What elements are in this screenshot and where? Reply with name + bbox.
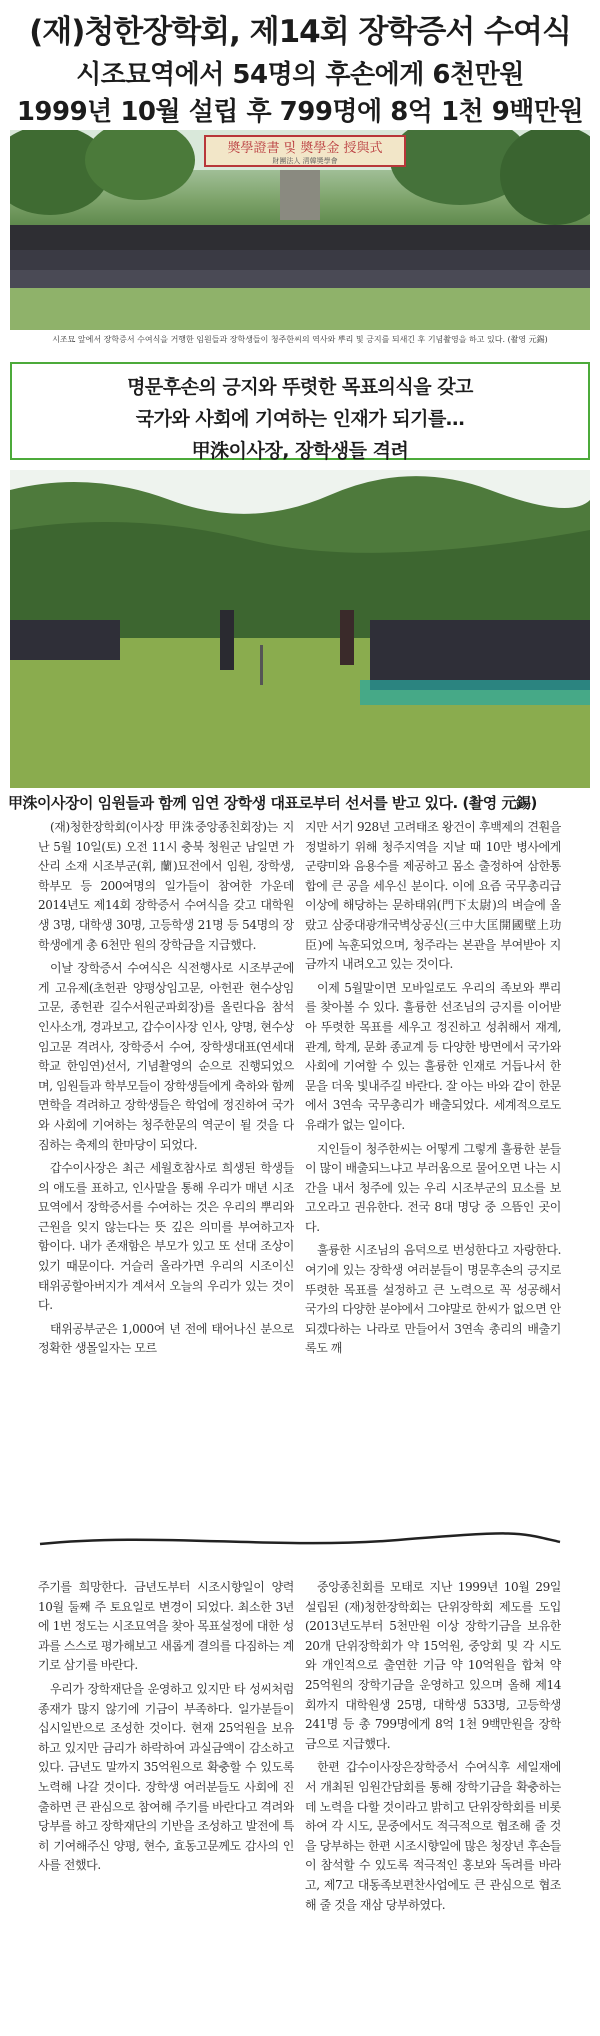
photo1-caption: 시조묘 앞에서 장학증서 수여식을 거행한 임원들과 장학생들이 청주한씨의 역사와 뿌리 및 긍지를 되새긴 후 기념촬영을 하고 있다. (촬영 元錫) <box>52 335 548 344</box>
article-paragraph: 이제 5월말이면 모바일로도 우리의 족보와 뿌리를 찾아볼 수 있다. 훌륭한 선조님의 긍지를 이어받아 뚜렷한 목표를 세우고 정진하고 성취해서 재계, 관계, 학계, 문화 종교계 등 다양한 방면에서 국가와 사회에 기여할 수 있는 훌륭한 인재로 거듭나서 한문을 더욱 빛내주길 바란다. 잘 아는 바와 같이 한문에서 3연속 국무총리가 배출되었다. 세계적으로도 유래가 없는 일이다. <box>305 980 561 1132</box>
article-paragraph: 한편 갑수이사장은장학증서 수여식후 세일재에서 개최된 임원간담회를 통해 장학기금을 확충하는데 노력을 다할 것이라고 밝히고 단위장학회를 비롯하여 각 시도, 문중에서도 적극적으로 협조해 줄 것을 당부하는 한편 시조시향일에 많은 청장년 후손들이 참석할 수 있도록 적극적인 홍보와 독려를 바라고, 제7고 대동족보편찬사업에도 큰 관심으로 협조해 줄 것을 재삼 당부하였다. <box>305 1760 561 1912</box>
article-column-2 <box>305 818 561 1511</box>
article-paragraph: 우리가 장학재단을 운영하고 있지만 타 성씨처럼 종재가 많지 않기에 기금이 부족하다. 일가분들이 십시일반으로 조성한 것이다. 현재 25억원을 보유하고 있지만 금리가 하락하여 과실금액이 감소하고 있다. 금년도 말까지 35억원으로 확충할 수 있도록 노력해 나갈 것이다. 장학생 여러분들도 사회에 진출하면 큰 관심으로 참여해 주기를 바란다고 격려와 당부를 하고 장학재단의 기반을 조성하고 발전에 특히 기여해주신 양평, 현수, 효동고문께도 감사의 인사를 전했다. <box>38 1681 294 1873</box>
article-paragraph: 주기를 희망한다. 금년도부터 시조시향일이 양력 10월 둘째 주 토요일로 변경이 되었다. 최소한 3년에 1번 정도는 시조묘역을 찾아 목표설정에 대한 성과를 스스로 평가해보고 새롭게 결의를 다짐하는 계기로 삼기를 바란다. <box>38 1580 294 1673</box>
group-photo <box>10 130 590 330</box>
article-paragraph: 지인들이 청주한씨는 어떻게 그렇게 훌륭한 분들이 많이 배출되느냐고 부러움으로 물어오면 나는 시간을 내서 청주에 있는 우리 시조부군의 묘소를 보고오라고 권유한다. 전국 8대 명당 중 으뜸인 곳이다. <box>305 1141 561 1234</box>
article-paragraph: 지만 서기 928년 고려태조 왕건이 후백제의 견훤을 정벌하기 위해 청주지역을 지날 때 10만 병사에게 군량미와 음용수를 제공하고 몸소 출정하여 삼한통합에 큰 공을 세우신 분이다. 이에 요즘 국무총리급 이상에 해당하는 문하태위(門下太尉)의 벼슬에 올랐고 삼중대광개국벽상공신(三中大匡開國壁上功臣)에 녹훈되었으며, 청주라는 본관을 부여받아 지금까지 내려오고 있는 것이다. <box>305 820 561 972</box>
pullquote-line-1: 명문후손의 긍지와 뚜렷한 목표의식을 갖고 <box>127 376 473 398</box>
article-column-4 <box>305 1578 561 1978</box>
wave-divider <box>38 1520 562 1566</box>
article-paragraph: 갑수이사장은 최근 세월호참사로 희생된 학생들의 애도를 표하고, 인사말을 통해 우리가 매년 시조묘역에서 장학증서를 수여하는 것은 우리의 뿌리와 근원을 잊지 않는다는 뜻 깊은 의미를 부여하고자 함이다. 내가 존재함은 부모가 있고 또 선대 조상이 있기 때문이다. 거슬러 올라가면 우리의 시조이신 태위공할아버지가 계셔서 오늘의 우리가 있는 것이다. <box>38 1161 294 1313</box>
pullquote-line-2: 국가와 사회에 기여하는 인재가 되기를… <box>135 408 465 430</box>
pullquote-box <box>10 362 590 460</box>
ceremony-photo <box>10 470 590 788</box>
banner-title: 奬學證書 및 奬學金 授與式 <box>227 141 383 156</box>
article-paragraph: 훌륭한 시조님의 음덕으로 번성한다고 자랑한다. 여기에 있는 장학생 여러분들이 명문후손의 긍지로 뚜렷한 목표를 설정하고 큰 노력으로 꼭 성공해서 국가의 다양한 분야에서 그야말로 한씨가 없으면 안 되겠다하는 나라로 만들어서 3연속 총리의 배출기록도 깨 <box>305 1243 561 1356</box>
article-headline: (재)청한장학회, 제14회 장학증서 수여식 <box>29 14 571 50</box>
article-column-3 <box>38 1578 294 1978</box>
photo2-caption: 甲洙이사장이 임원들과 함께 임연 장학생 대표로부터 선서를 받고 있다. (촬영 元錫) <box>8 794 537 812</box>
group-photo-illustration <box>10 130 590 330</box>
article-paragraph: 이날 장학증서 수여식은 식전행사로 시조부군에게 고유제(초헌관 양평상임고문, 아헌관 현수상임고문, 종헌관 길수서원군파회장)를 올린다음 참석인사소개, 경과보고, 갑수이사장 인사, 양명, 현수상임고문 격려사, 장학증서 수여, 장학생대표(연세대학교 한임연)선서, 기념촬영의 순으로 진행되었으며, 임원들과 학부모들이 장학생들에게 축하와 함께 면학을 격려하고 장학생들은 학업에 정진하여 국가와 사회에 기여하는 청주한문의 역군이 될 것을 다짐하는 축제의 한마당이 되었다. <box>38 961 294 1152</box>
pullquote-line-3: 甲洙이사장, 장학생들 격려 <box>191 440 409 462</box>
article-paragraph: 태위공부군은 1,000여 년 전에 태어나신 분으로 정확한 생몰일자는 모르 <box>38 1321 294 1356</box>
article-paragraph: (재)청한장학회(이사장 甲洙중앙종친회장)는 지난 5월 10일(토) 오전 11시 충북 청원군 남일면 가산리 소재 시조부군(휘, 蘭)묘전에서 임원, 장학생, 학부모 등 200여명의 일가들이 참여한 가운데 2014년도 제14회 장학증서 수여식을 갖고 대학원생 3명, 대학생 30명, 고등학생 21명 등 54명의 장학생에게 총 6천만 원의 장학금을 지급했다. <box>38 820 294 952</box>
banner-subtitle: 財團法人 淸韓奬學會 <box>272 157 338 165</box>
article-subtitle-1: 시조묘역에서 54명의 후손에게 6천만원 <box>76 60 524 90</box>
ceremony-photo-illustration <box>10 470 590 788</box>
article-paragraph: 중앙종친회를 모태로 지난 1999년 10월 29일 설립된 (재)청한장학회는 단위장학회 제도를 도입 (2013년도부터 5천만원 이상 장학기금을 보유한 20개 단위장학회가 약 15억원, 중앙회 및 각 시도와 개인적으로 출연한 기금 약 10억원을 합쳐 약 25억원의 장학기금을 운영하고 있으며 올해 제14회까지 대학원생 25명, 대학생 533명, 고등학생 241명 등 총 799명에게 8억 1천 9백만원을 장학금으로 지급했다. <box>305 1580 561 1751</box>
article-subtitle-2: 1999년 10월 설립 후 799명에 8억 1천 9백만원 <box>16 97 584 127</box>
article-column-1 <box>38 818 294 1511</box>
